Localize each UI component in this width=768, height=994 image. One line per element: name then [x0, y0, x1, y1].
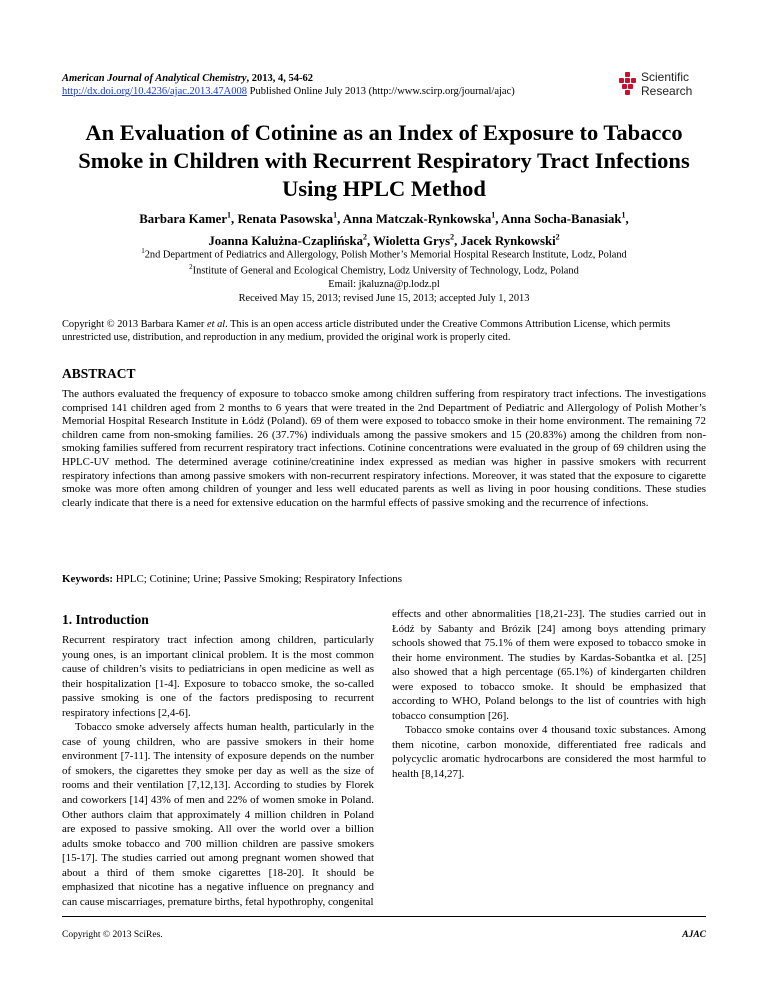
- intro-paragraph-3: Tobacco smoke contains over 4 thousand toxic substances. Among them nicotine, carbon monoxide, differentiated free radicals and polycyclic aromatic hydrocarbons are considered the most harmful to health [8,14,27].: [392, 724, 706, 781]
- copyright-notice: Copyright © 2013 Barbara Kamer et al. This is an open access article distributed under the Creative Commons Attribution License, which permits unrestricted use, distribution, and reproduction in any medium, provided the original work is properly cited.: [62, 319, 671, 343]
- intro-paragraph-2-continued: effects and other abnormalities [18,21-23]. The studies carried out in Łódź by Sabanty and Brózik [24] among boys attending primary schools showed that 75.1% of them were exposed to tobacco smoke in their home environment. The studies by Kardas-Sobantka et al. [25] also showed that a high percentage (65.1%) of kindergarten children were exposed to tobacco smoke. It should be emphasized that according to WHO, Poland belongs to the list of countries with high tobacco consumption [26].: [392, 608, 706, 722]
- paper-title: An Evaluation of Cotinine as an Index of Exposure to Tabacco Smoke in Children with Recurrent Respiratory Tract Infections Using HPLC Method: [78, 120, 690, 201]
- footer-copyright: Copyright © 2013 SciRes.: [62, 930, 163, 940]
- author: Anna Matczak-Rynkowska$^1$,: [342, 211, 501, 227]
- affiliation: $^2$Institute of General and Ecological Chemistry, Lodz University of Technology, Lodz, Poland: [189, 263, 579, 277]
- author: Barbara Kamer$^1$,: [139, 211, 238, 227]
- journal-name: American Journal of Analytical Chemistry: [62, 73, 247, 84]
- affiliation: $^1$2nd Department of Pediatrics and Allergology, Polish Mother’s Memorial Hospital Research Institute, Lodz, Poland: [141, 247, 627, 261]
- publisher-logo: [617, 70, 709, 100]
- author-list: [60, 207, 708, 250]
- author: Wioletta Grys$^2$,: [373, 232, 461, 248]
- introduction-heading: 1. Introduction: [62, 612, 149, 627]
- author: Renata Pasowska$^1$,: [237, 211, 343, 227]
- journal-header: [62, 72, 515, 98]
- left-column: [62, 633, 374, 909]
- published-info: Published Online July 2013 (http://www.scirp.org/journal/ajac): [247, 86, 515, 97]
- email: Email: jkaluzna@p.lodz.pl: [328, 278, 440, 290]
- abstract-text: The authors evaluated the frequency of exposure to tobacco smoke among children suffering from respiratory tract infections. The investigations comprised 141 children aged from 2 months to 6 years that were treated in the 2nd Department of Pediatric and Allergology of Polish Mother’s Memorial Hospital Research Institute in Łódź (Poland). 69 of them were exposed to tobacco smoke in their home environment. The remaining 72 children came from non-smoking families. 26 (37.7%) individuals among the passive smokers and 15 (20.83%) among the children from non-smoking families suffered from recurrent respiratory tract infections. Cotinine concentrations were evaluated in the group of 69 children using the HPLC-UV method. The determined average cotinine/creatinine index expressed as median was higher in passive smokers with recurrent respiratory infections than among passive smokers with non-recurrent respiratory infections. Moreover, it was stated that the exposure to cigarette smoke was more often among children of younger and less well educated parents as well as living in poor housing conditions. These studies clearly indicate that there is a need for extensive education on the harmful effects of passive smoking and the recurrence of infections.: [62, 388, 706, 509]
- intro-paragraph-2: Tobacco smoke adversely affects human health, particularly in the case of young children, who are passive smokers in their home environment [7-11]. The intensity of exposure depends on the number of smokers, the cigarettes they smoke per day as well as the size of rooms and their ventilation [7,12,13]. According to studies by Florek and coworkers [14] 43% of men and 22% of women smoke in Poland. Other authors claim that approximately 4 million children in Poland are exposed to passive smoking. All over the world over a billion adults smoke tobacco and 700 million children are passive smokers [15-17]. The studies carried out among pregnant women showed that about a third of them smoke cigarettes [18-20]. It should be emphasized that nicotine has a negative influence on pregnancy and can cause miscarriages, premature births, fetal hypothrophy, congenital: [62, 721, 374, 908]
- footer-journal: AJAC: [682, 930, 706, 940]
- doi-link[interactable]: http://dx.doi.org/10.4236/ajac.2013.47A008: [62, 86, 248, 97]
- publisher-logo-text: Scientific Research: [641, 70, 693, 98]
- journal-volume: , 2013, 4, 54-62: [246, 73, 314, 84]
- received-dates: Received May 15, 2013; revised June 15, 2013; accepted July 1, 2013: [238, 293, 530, 304]
- author: Jacek Rynkowski$^2$: [460, 232, 560, 248]
- author: Anna Socha-Banasiak$^1$,: [501, 211, 629, 227]
- intro-paragraph-1: Recurrent respiratory tract infection among children, particularly young ones, is an important clinical problem. It is the most common cause of children’s visits to pediatricians in open medicine as well as their hospitalization [1-4]. Exposure to tobacco smoke, the so-called passive smoking is one of the factors predisposing to recurrent respiratory infections [2,4-6].: [62, 634, 374, 719]
- right-column: [392, 607, 706, 782]
- abstract-heading: ABSTRACT: [62, 366, 136, 381]
- affiliations: [60, 245, 708, 291]
- keywords: Keywords: HPLC; Cotinine; Urine; Passive Smoking; Respiratory Infections: [62, 573, 402, 585]
- publisher-logo-icon: [617, 72, 639, 96]
- author: Joanna Kalużna-Czaplińska$^2$,: [208, 232, 374, 248]
- footer-divider: [62, 916, 706, 917]
